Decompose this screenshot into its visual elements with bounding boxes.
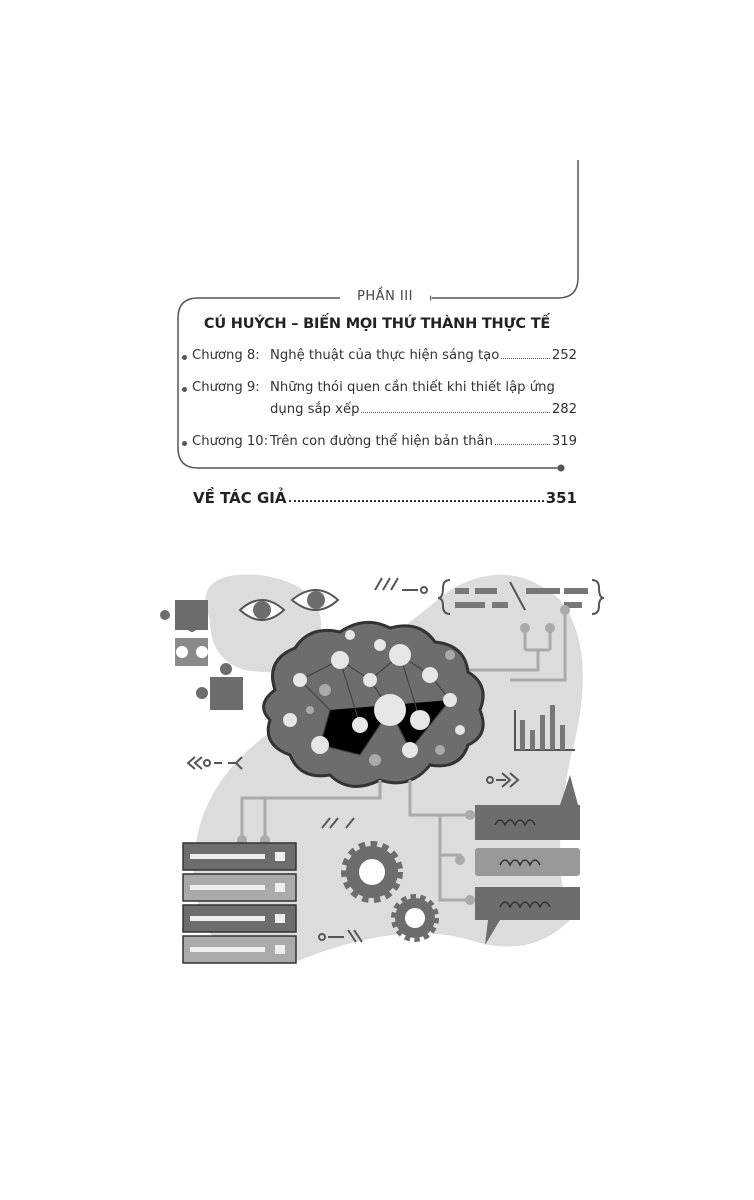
chapter-title: Những thói quen cần thiết khi thiết lập ứng: [270, 380, 555, 395]
toc-entry-continued[interactable]: [182, 402, 577, 420]
toc-entry[interactable]: [182, 380, 577, 398]
chapter-label: Chương 9:: [192, 380, 260, 395]
brain-illustration: [150, 560, 610, 980]
bullet-icon: [182, 355, 187, 360]
about-author-page: 351: [545, 489, 577, 507]
chapter-title-line2: dụng sắp xếp: [270, 402, 360, 417]
gear-icon: [395, 898, 435, 938]
dot-leader: [289, 489, 544, 502]
chapter-title: Trên con đường thể hiện bản thân: [270, 434, 493, 449]
chapter-page: 282: [551, 402, 577, 417]
part-label: PHẦN III: [340, 289, 430, 304]
chapter-label: Chương 10:: [192, 434, 269, 449]
bullet-icon: [182, 387, 187, 392]
dot-leader: [501, 348, 550, 359]
toc-entry[interactable]: [182, 434, 577, 452]
speech-bubble-icon: [475, 848, 580, 876]
dot-leader: [361, 402, 549, 413]
about-author-label: VỀ TÁC GIẢ: [193, 489, 287, 507]
brain-icon: [264, 622, 484, 786]
gear-icon: [346, 846, 398, 898]
chapter-label: Chương 8:: [192, 348, 260, 363]
chapter-page: 252: [551, 348, 577, 363]
chapter-title: Nghệ thuật của thực hiện sáng tạo: [270, 348, 500, 363]
dot-leader: [495, 434, 550, 445]
chapter-page: 319: [551, 434, 577, 449]
part-title: CÚ HUÝCH – BIẾN MỌI THỨ THÀNH THỰC TẾ: [203, 316, 551, 332]
about-author-entry[interactable]: [193, 489, 577, 507]
toc-entry[interactable]: [182, 348, 577, 366]
bullet-icon: [182, 441, 187, 446]
